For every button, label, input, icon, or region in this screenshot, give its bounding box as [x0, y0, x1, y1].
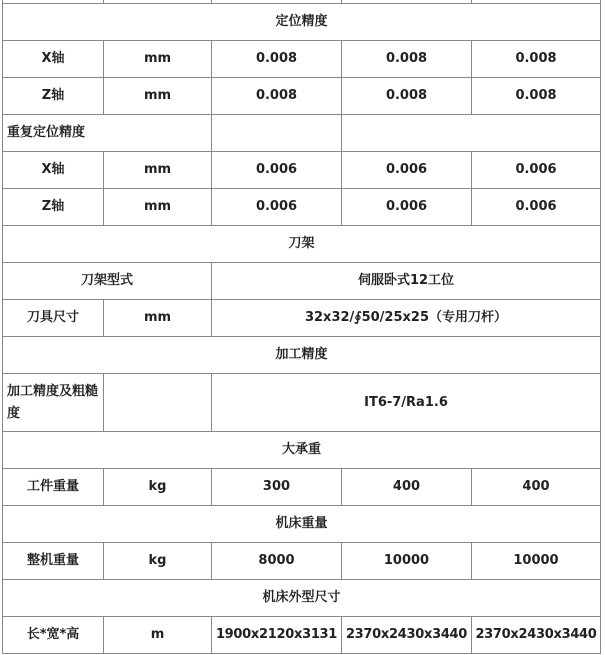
section-row-turret: [3, 226, 601, 263]
row-label: 刀具尺寸: [3, 300, 104, 337]
row-label: 长*宽*高: [3, 617, 104, 654]
section-title: 机床外型尺寸: [3, 580, 601, 617]
row-label: 工件重量: [3, 469, 104, 506]
value-cell: 0.008: [342, 41, 472, 78]
value-cell: 0.006: [342, 152, 472, 189]
row-label: X轴: [3, 152, 104, 189]
value-cell: 0.006: [472, 189, 601, 226]
section-row-repeat: [3, 115, 601, 152]
value-cell: 0.008: [472, 78, 601, 115]
table-row: [3, 617, 601, 654]
unit-cell: mm: [104, 41, 212, 78]
value-cell: 300: [212, 469, 342, 506]
row-label: 整机重量: [3, 543, 104, 580]
section-row-load: [3, 432, 601, 469]
value-cell: 伺服卧式12工位: [212, 263, 601, 300]
section-row-machine-weight: [3, 506, 601, 543]
value-cell: 400: [472, 469, 601, 506]
table-row: [3, 543, 601, 580]
empty-cell: [342, 115, 601, 152]
value-cell: 2370x2430x3440: [342, 617, 472, 654]
unit-cell: kg: [104, 469, 212, 506]
row-label: Z轴: [3, 78, 104, 115]
spec-table: [2, 0, 601, 654]
table-row: [3, 152, 601, 189]
value-cell: 32x32/∮50/25x25（专用刀杆）: [212, 300, 601, 337]
table-row: [3, 300, 601, 337]
unit-cell: mm: [104, 78, 212, 115]
value-cell: 0.006: [342, 189, 472, 226]
empty-cell: [104, 374, 212, 432]
section-title: 大承重: [3, 432, 601, 469]
section-title: 刀架: [3, 226, 601, 263]
value-cell: 0.008: [212, 41, 342, 78]
row-label: X轴: [3, 41, 104, 78]
value-cell: 0.006: [212, 152, 342, 189]
table-row: [3, 78, 601, 115]
value-cell: 8000: [212, 543, 342, 580]
section-row-dimensions: [3, 580, 601, 617]
table-row: [3, 189, 601, 226]
unit-cell: mm: [104, 152, 212, 189]
row-label: Z轴: [3, 189, 104, 226]
section-row-machining: [3, 337, 601, 374]
section-title: 机床重量: [3, 506, 601, 543]
value-cell: 10000: [342, 543, 472, 580]
unit-cell: kg: [104, 543, 212, 580]
row-label: 加工精度及粗糙度: [3, 374, 104, 432]
empty-cell: [212, 115, 342, 152]
value-cell: 0.006: [212, 189, 342, 226]
value-cell: IT6-7/Ra1.6: [212, 374, 601, 432]
unit-cell: mm: [104, 189, 212, 226]
value-cell: 0.008: [472, 41, 601, 78]
value-cell: 0.008: [212, 78, 342, 115]
unit-cell: m: [104, 617, 212, 654]
unit-cell: mm: [104, 300, 212, 337]
section-title: 加工精度: [3, 337, 601, 374]
row-label: 重复定位精度: [3, 115, 212, 152]
section-row-positioning: [3, 4, 601, 41]
table-row: [3, 469, 601, 506]
table-row: [3, 374, 601, 432]
row-label: 刀架型式: [3, 263, 212, 300]
table-row: [3, 41, 601, 78]
value-cell: 2370x2430x3440: [472, 617, 601, 654]
value-cell: 1900x2120x3131: [212, 617, 342, 654]
value-cell: 400: [342, 469, 472, 506]
spec-table-container: [2, 0, 600, 654]
section-title: 定位精度: [3, 4, 601, 41]
value-cell: 0.006: [472, 152, 601, 189]
value-cell: 10000: [472, 543, 601, 580]
value-cell: 0.008: [342, 78, 472, 115]
table-row: [3, 263, 601, 300]
